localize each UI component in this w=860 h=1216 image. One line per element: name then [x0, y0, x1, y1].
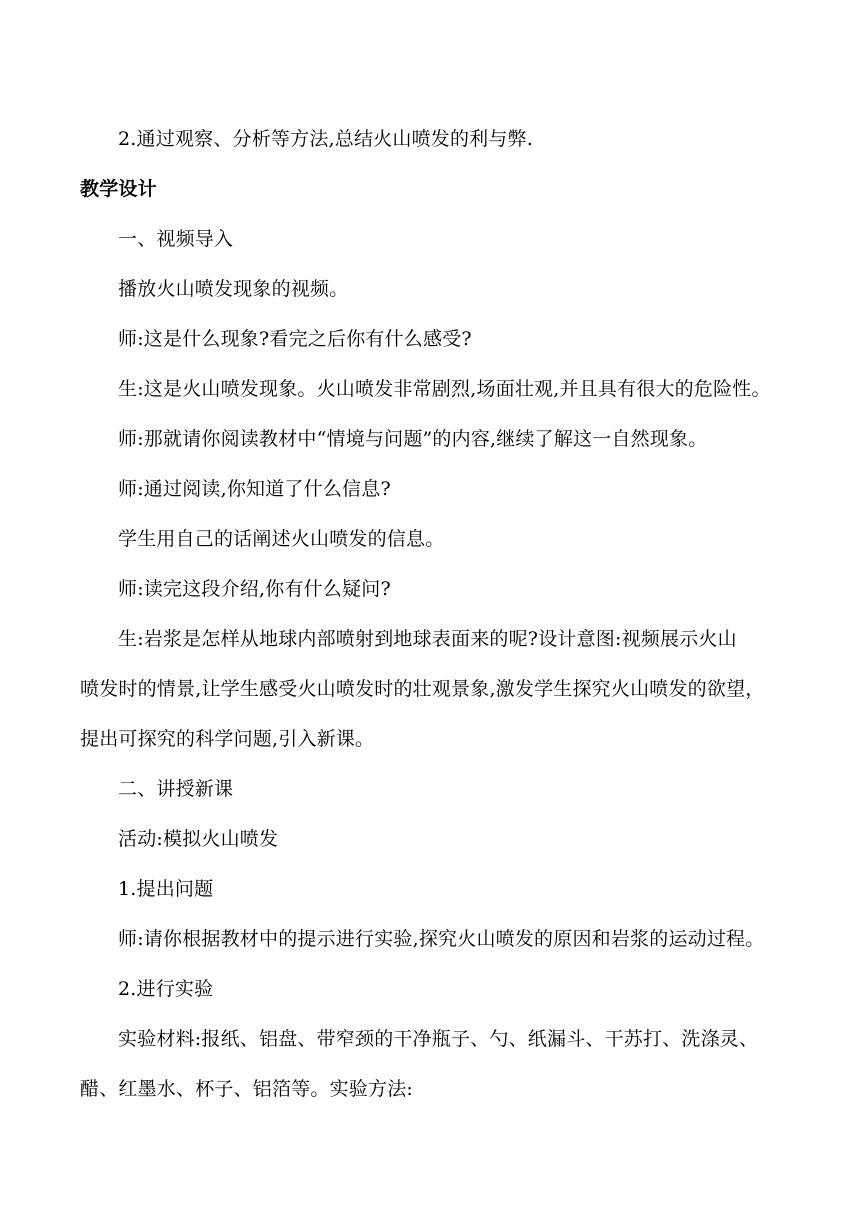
dialogue-line: 生:这是火山喷发现象。火山喷发非常剧烈,场面壮观,并且具有很大的危险性。 — [118, 378, 771, 400]
dialogue-line: 师:这是什么现象?看完之后你有什么感受? — [118, 328, 472, 350]
dialogue-line: 师:读完这段介绍,你有什么疑问? — [118, 578, 391, 600]
section-heading: 教学设计 — [80, 178, 157, 200]
paragraph-line: 播放火山喷发现象的视频。 — [118, 278, 349, 300]
step-heading: 2.进行实验 — [118, 978, 214, 1000]
subsection-heading: 一、视频导入 — [118, 228, 234, 250]
materials-line: 实验材料:报纸、铝盘、带窄颈的干净瓶子、勺、纸漏斗、干苏打、洗涤灵、 — [118, 1028, 759, 1050]
dialogue-line: 师:请你根据教材中的提示进行实验,探究火山喷发的原因和岩浆的运动过程。 — [118, 928, 765, 950]
activity-title: 活动:模拟火山喷发 — [118, 828, 279, 850]
paragraph-line: 学生用自己的话阐述火山喷发的信息。 — [118, 528, 445, 550]
dialogue-line: 师:那就请你阅读教材中“情境与问题”的内容,继续了解这一自然现象。 — [118, 428, 708, 450]
subsection-heading: 二、讲授新课 — [118, 778, 234, 800]
paragraph-continuation-line: 提出可探究的科学问题,引入新课。 — [80, 728, 375, 750]
dialogue-line: 师:通过阅读,你知道了什么信息? — [118, 478, 391, 500]
dialogue-line: 生:岩浆是怎样从地球内部喷射到地球表面来的呢?设计意图:视频展示火山 — [118, 628, 737, 650]
objective-line: 2.通过观察、分析等方法,总结火山喷发的利与弊. — [118, 128, 534, 150]
step-heading: 1.提出问题 — [118, 878, 214, 900]
paragraph-continuation-line: 喷发时的情景,让学生感受火山喷发时的壮观景象,激发学生探究火山喷发的欲望， — [80, 678, 765, 700]
materials-continuation-line: 醋、红墨水、杯子、铝箔等。实验方法: — [80, 1078, 414, 1100]
